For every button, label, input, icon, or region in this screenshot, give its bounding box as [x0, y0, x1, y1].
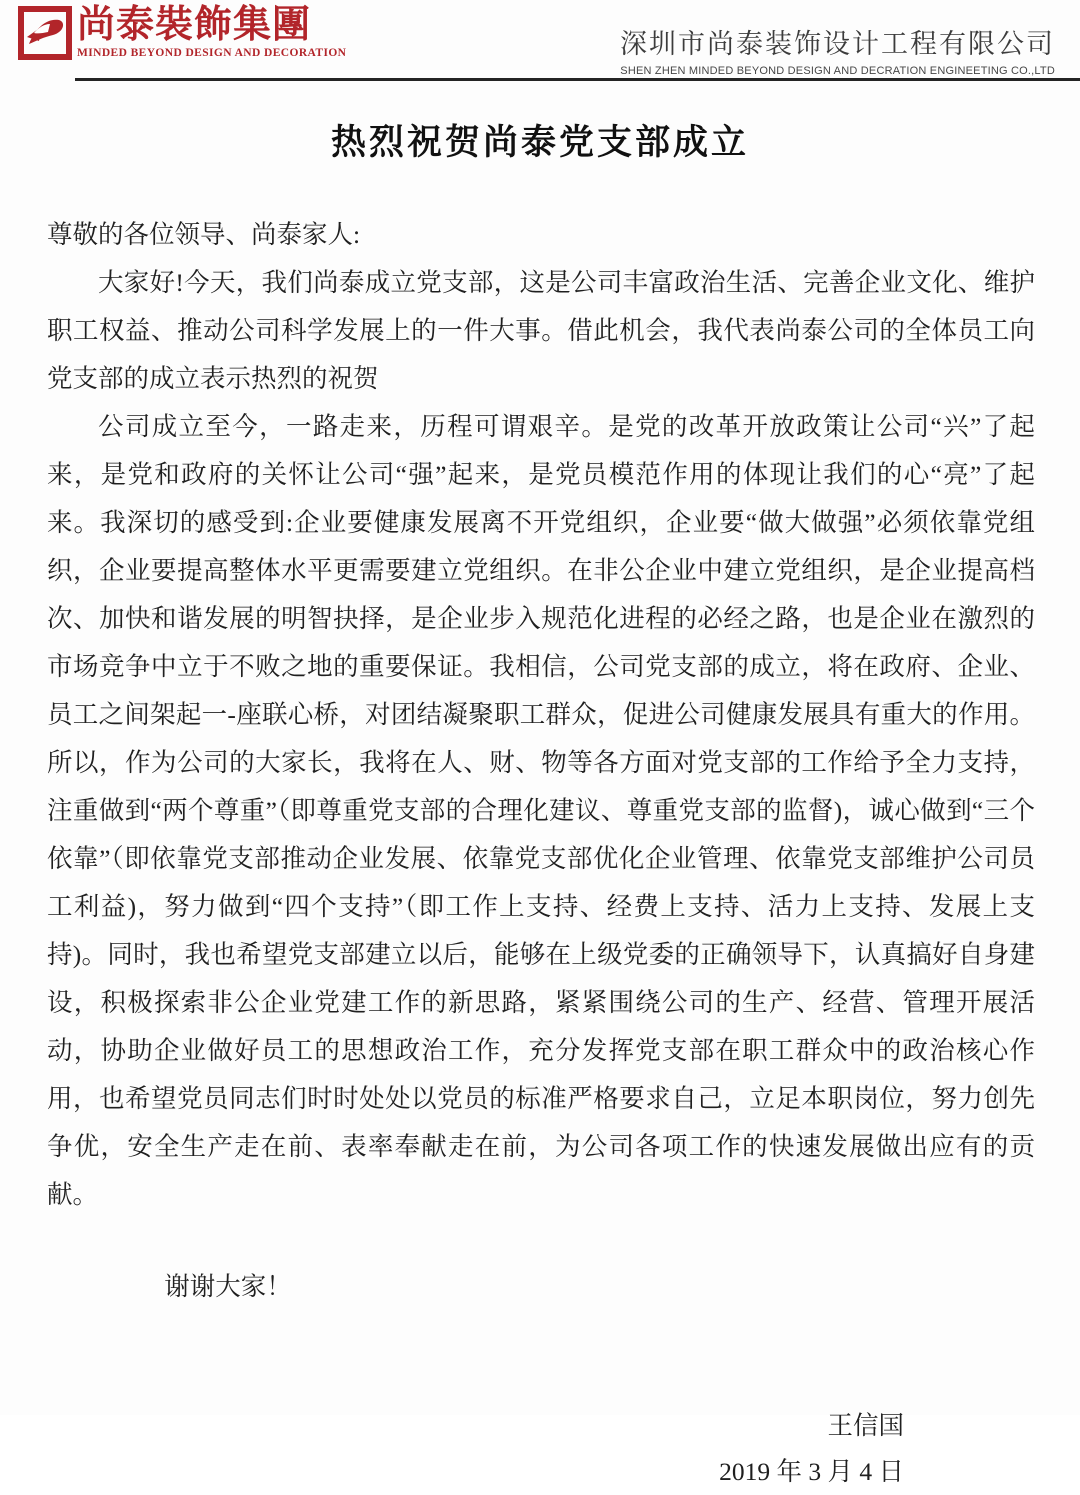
- signature-block: [0, 1403, 1080, 1495]
- logo-text: [77, 6, 346, 59]
- signature-date: 2019 年 3 月 4 日: [719, 1457, 904, 1486]
- document-title: 热烈祝贺尚泰党支部成立: [330, 123, 749, 162]
- shangtai-logo-icon: [18, 6, 72, 60]
- paragraph-2: 公司成立至今，一路走来，历程可谓艰辛。是党的改革开放政策让公司“兴”了起来，是党和政府的关怀让公司“强”起来，是党员模范作用的体现让我们的心“亮”了起来。我深切的感受到:企业要健康发展离不开党组织，企业要“做大做强”必须依靠党组织，企业要提高整体水平更需要建立党组织。在非公企业中建立党组织，是企业提高档次、加快和谐发展的明智抉择，是企业步入规范化进程的必经之路，也是企业在激烈的市场竞争中立于不败之地的重要保证。我相信，公司党支部的成立，将在政府、企业、员工之间架起一-座联心桥，对团结凝聚职工群众，促进公司健康发展具有重大的作用。所以，作为公司的大家长，我将在人、财、物等各方面对党支部的工作给予全力支持，注重做到“两个尊重”（即尊重党支部的合理化建议、尊重党支部的监督)，诚心做到“三个依靠”（即依靠党支部推动企业发展、依靠党支部优化企业管理、依靠党支部维护公司员工利益)，努力做到“四个支持”（即工作上支持、经费上支持、活力上支持、发展上支持)。同时，我也希望党支部建立以后，能够在上级党委的正确领导下，认真搞好自身建设，积极探索非公企业党建工作的新思路，紧紧围绕公司的生产、经营、管理开展活动，协助企业做好员工的思想政治工作，充分发挥党支部在职工群众中的政治核心作用，也希望党员同志们时时处处以党员的标准严格要求自己，立足本职岗位，努力创先争优，安全生产走在前、表率奉献走在前，为公司各项工作的快速发展做出应有的贡献。: [47, 412, 1035, 1209]
- company-logo: [18, 6, 346, 60]
- salutation: 尊敬的各位领导、尚泰家人:: [47, 220, 361, 249]
- company-name-block: [620, 6, 1055, 77]
- letterhead: [0, 0, 1080, 77]
- letter-body: [47, 211, 1035, 1311]
- letterhead-divider: [75, 78, 1080, 81]
- logo-tagline-en: MINDED BEYOND DESIGN AND DECORATION: [77, 46, 347, 59]
- company-name-en: SHEN ZHEN MINDED BEYOND DESIGN AND DECRATION ENGINEETING CO.,LTD: [620, 65, 1055, 77]
- company-name-cn: 深圳市尚泰装饰设计工程有限公司: [620, 29, 1055, 59]
- closing-thanks: 谢谢大家！: [164, 1272, 292, 1301]
- paragraph-1: 大家好!今天，我们尚泰成立党支部，这是公司丰富政治生活、完善企业文化、维护职工权益、推动公司科学发展上的一件大事。借此机会，我代表尚泰公司的全体员工向党支部的成立表示热烈的祝贺: [47, 268, 1035, 393]
- logo-name-cn: 尚泰裝飾集團: [77, 4, 312, 46]
- signature-name: 王信国: [827, 1411, 904, 1440]
